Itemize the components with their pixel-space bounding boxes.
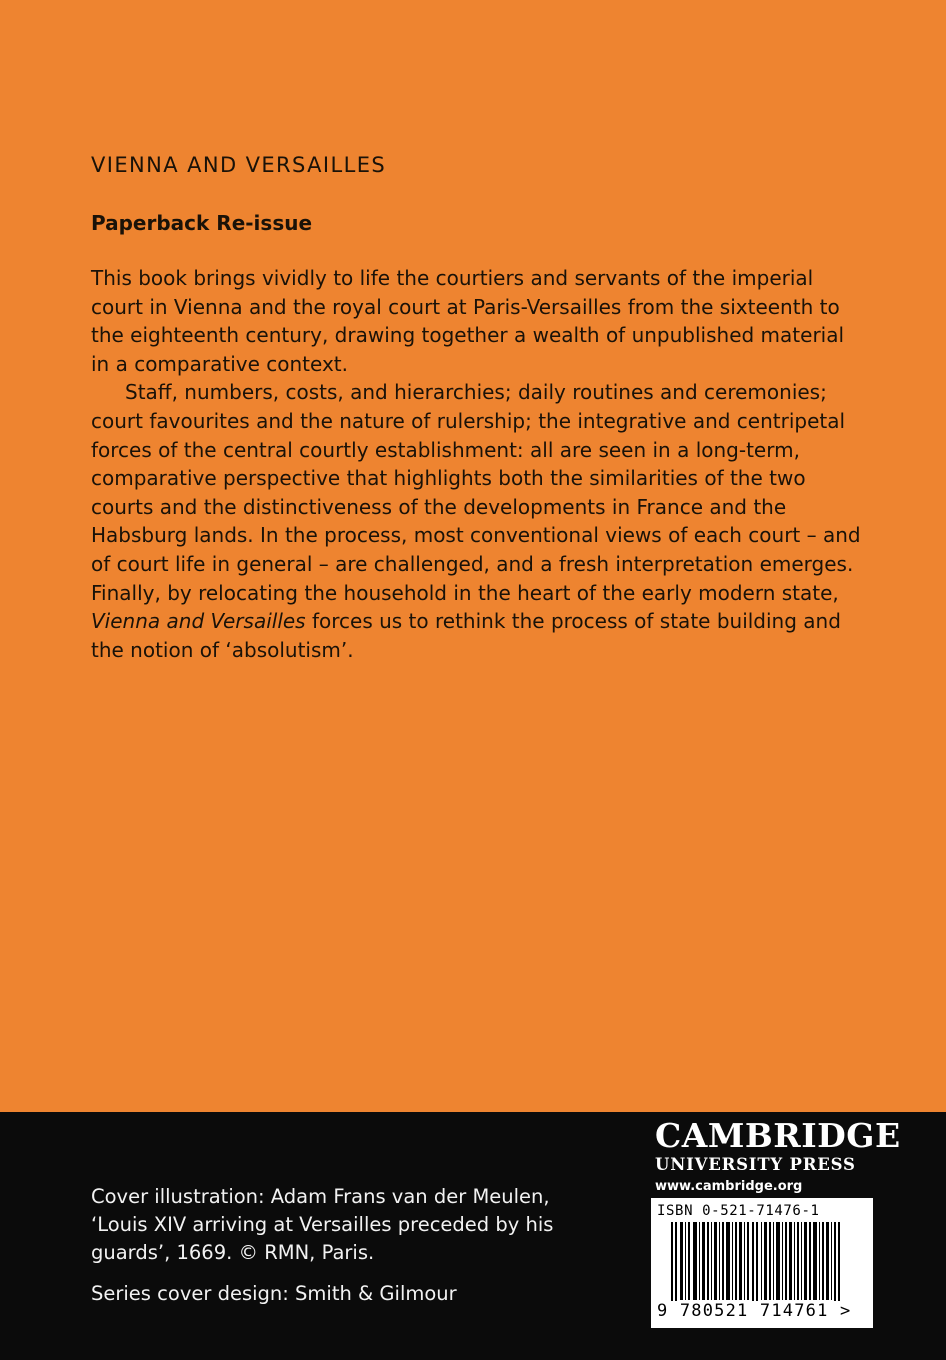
- edition-label: Paperback Re-issue: [91, 211, 313, 235]
- blurb-paragraph-2: [91, 378, 861, 664]
- cover-illustration-credit: Cover illustration: Adam Frans van der Meulen, ‘Louis XIV arriving at Versailles preceded by his guards’, 1669. © RMN, Paris.: [91, 1185, 554, 1264]
- blurb-text: [91, 264, 861, 664]
- ean-digits: 9 780521 714761 >: [657, 1301, 852, 1321]
- blurb-paragraph-2-start: Staff, numbers, costs, and hierarchies; daily routines and ceremonies; court favourites and the nature of rulership; the integrative and centripetal forces of the central courtly establishment: all are seen in a long-term, comparative perspective that highlights both the similarities of the two courts and the distinctiveness of the developments in France and the Habsburg lands. In the process, most conventional views of each court – and of court life in general – are challenged, and a fresh interpretation emerges. Finally, by relocating the household in the heart of the early modern state,: [91, 380, 861, 605]
- book-title-italic: Vienna and Versailles: [91, 609, 306, 634]
- barcode: [651, 1198, 873, 1328]
- publisher-subtitle: UNIVERSITY PRESS: [655, 1155, 856, 1174]
- blurb-paragraph-1: This book brings vividly to life the courtiers and servants of the imperial court in Vienna and the royal court at Paris-Versailles from the sixteenth to the eighteenth century, drawing together a wealth of unpublished material in a comparative context.: [91, 266, 845, 376]
- blurb-paragraph-2-end: forces us to rethink the process of state building and the notion of ‘absolutism’.: [91, 609, 841, 662]
- publisher-website: www.cambridge.org: [655, 1179, 803, 1194]
- isbn-number: ISBN 0-521-71476-1: [657, 1203, 820, 1219]
- publisher-logo: [655, 1116, 901, 1197]
- series-title: VIENNA AND VERSAILLES: [91, 153, 387, 177]
- barcode-bars: [651, 1222, 873, 1306]
- series-design-credit: Series cover design: Smith & Gilmour: [91, 1282, 457, 1305]
- publisher-name: CAMBRIDGE: [655, 1116, 901, 1155]
